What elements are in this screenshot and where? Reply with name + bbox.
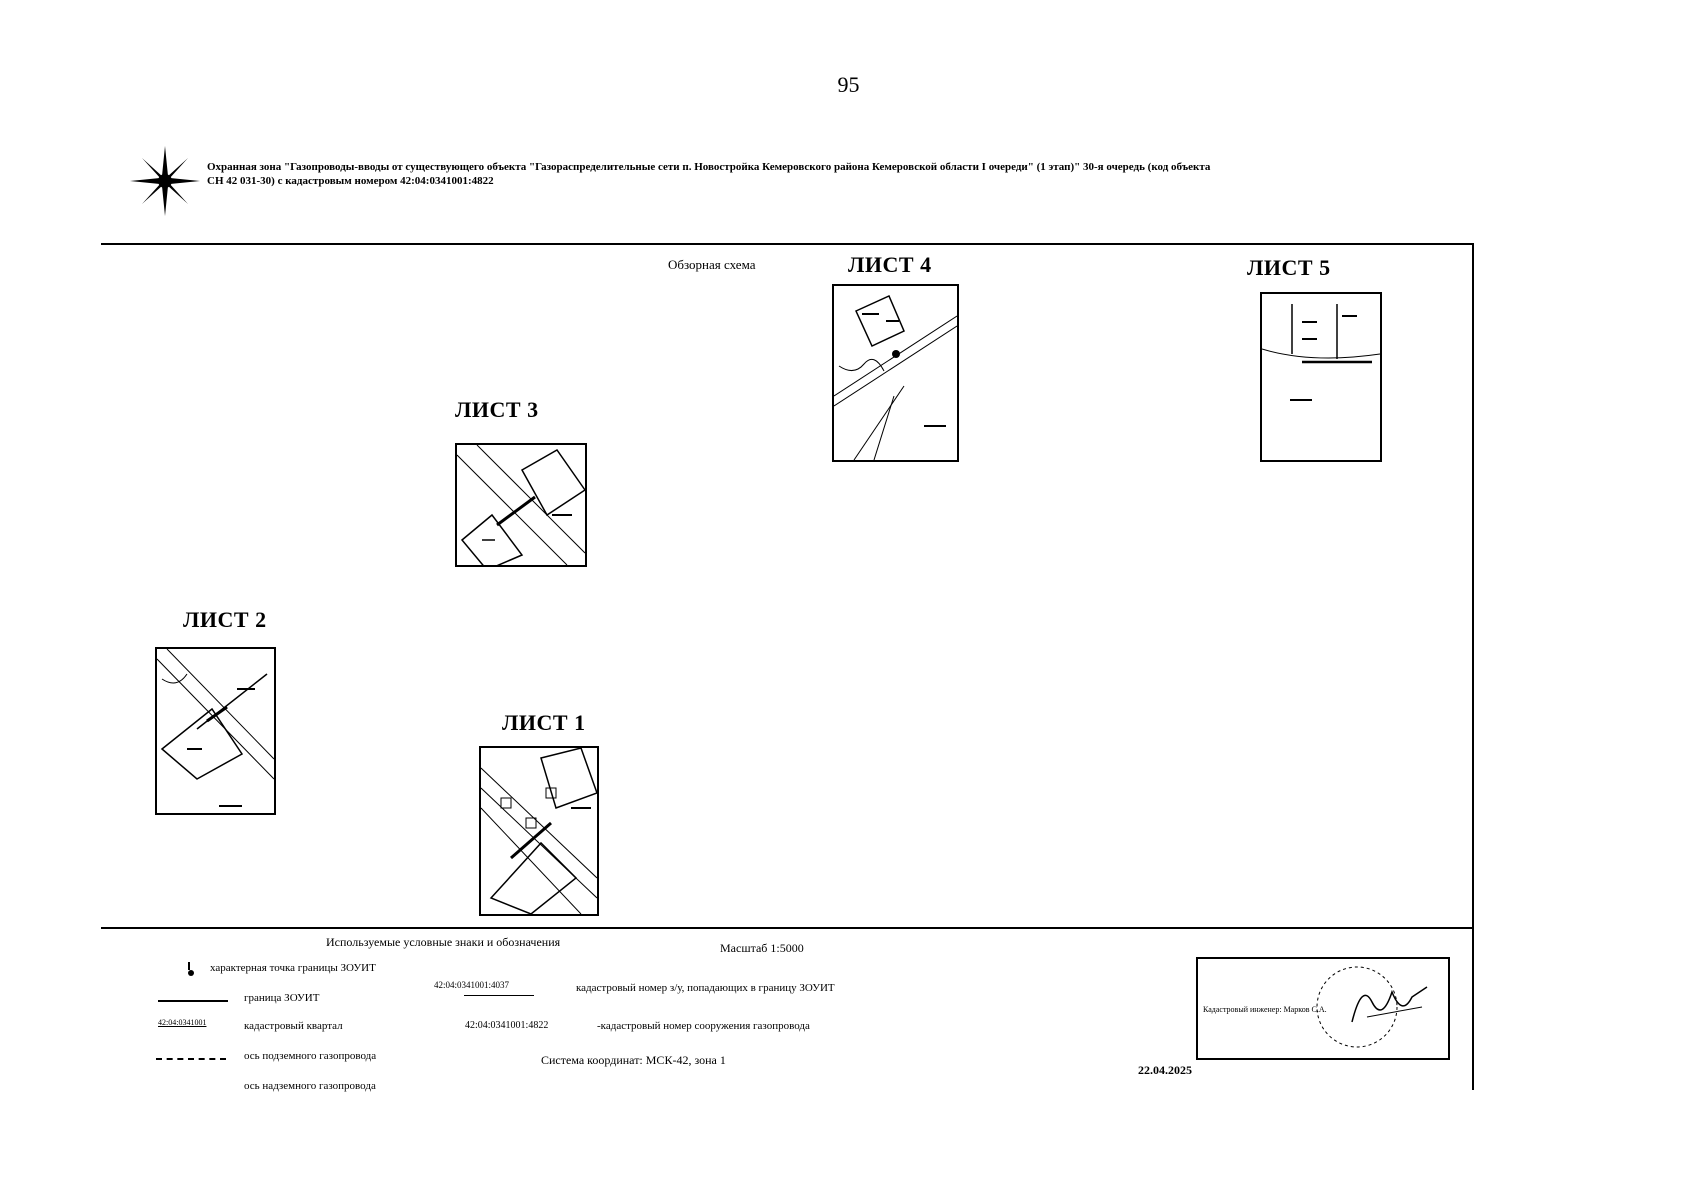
map-scale: Масштаб 1:5000 [720,941,804,955]
legend-boundary-label: граница ЗОУИТ [244,992,320,1004]
overview-title: Обзорная схема [668,257,756,272]
seal-stamp-icon [1312,962,1432,1052]
sheet-1-map [481,748,597,914]
sheet-5-label: ЛИСТ 5 [1247,255,1331,280]
legend-boundary-line [158,1000,228,1002]
header-line-1: Охранная зона "Газопроводы-вводы от существующего объекта "Газораспределительные сети п. Новостройка Кемеровского района Кемеровской области I очереди" (1 этап)" 30-я очередь (код объекта [207,161,1211,173]
boundary-point-icon [186,962,196,976]
frame-legend-divider [101,927,1474,929]
sheet-4-map [834,286,957,460]
sheet-2-map [157,649,274,813]
legend-underground-line [156,1058,226,1060]
sheet-3-map [457,445,585,565]
legend-parcel-sample: 42:04:0341001:4037 [434,980,510,990]
legend-structure-label: -кадастровый номер сооружения газопровода [597,1020,810,1032]
legend-title: Используемые условные знаки и обозначения [326,935,561,949]
legend-underground-label: ось подземного газопровода [244,1050,377,1062]
sheet-2-label: ЛИСТ 2 [183,607,267,632]
sheet-2-thumbnail[interactable] [155,647,276,815]
sheet-1-thumbnail[interactable] [479,746,599,916]
legend-parcel-label: кадастровый номер з/у, попадающих в границу ЗОУИТ [576,982,835,994]
legend-parcel-underline [464,995,534,996]
sheet-4-label: ЛИСТ 4 [848,252,932,277]
legend-point-label: характерная точка границы ЗОУИТ [210,962,376,974]
signature-text: Кадастровый инженер: Марков С.А. [1203,1005,1327,1014]
frame-top-line [101,243,1474,245]
sheet-5-map [1262,294,1380,460]
sheet-3-thumbnail[interactable] [455,443,587,567]
sheet-4-thumbnail[interactable] [832,284,959,462]
document-date: 22.04.2025 [1138,1063,1192,1077]
document-header [207,160,1437,188]
legend-quarter-sample: 42:04:0341001 [158,1018,207,1027]
compass-rose-icon [130,146,200,216]
sheet-1-label: ЛИСТ 1 [502,710,586,735]
sheet-3-label: ЛИСТ 3 [455,397,539,422]
legend-structure-sample: 42:04:0341001:4822 [465,1020,549,1031]
frame-right-line [1472,243,1474,1090]
header-line-2: СН 42 031-30) с кадастровым номером 42:04:0341001:4822 [207,175,494,187]
coordinate-system: Система координат: МСК-42, зона 1 [541,1053,726,1067]
sheet-5-thumbnail[interactable] [1260,292,1382,462]
page-number: 95 [837,72,860,97]
legend-quarter-label: кадастровый квартал [244,1020,343,1032]
legend-aboveground-label: ось надземного газопровода [244,1080,376,1092]
